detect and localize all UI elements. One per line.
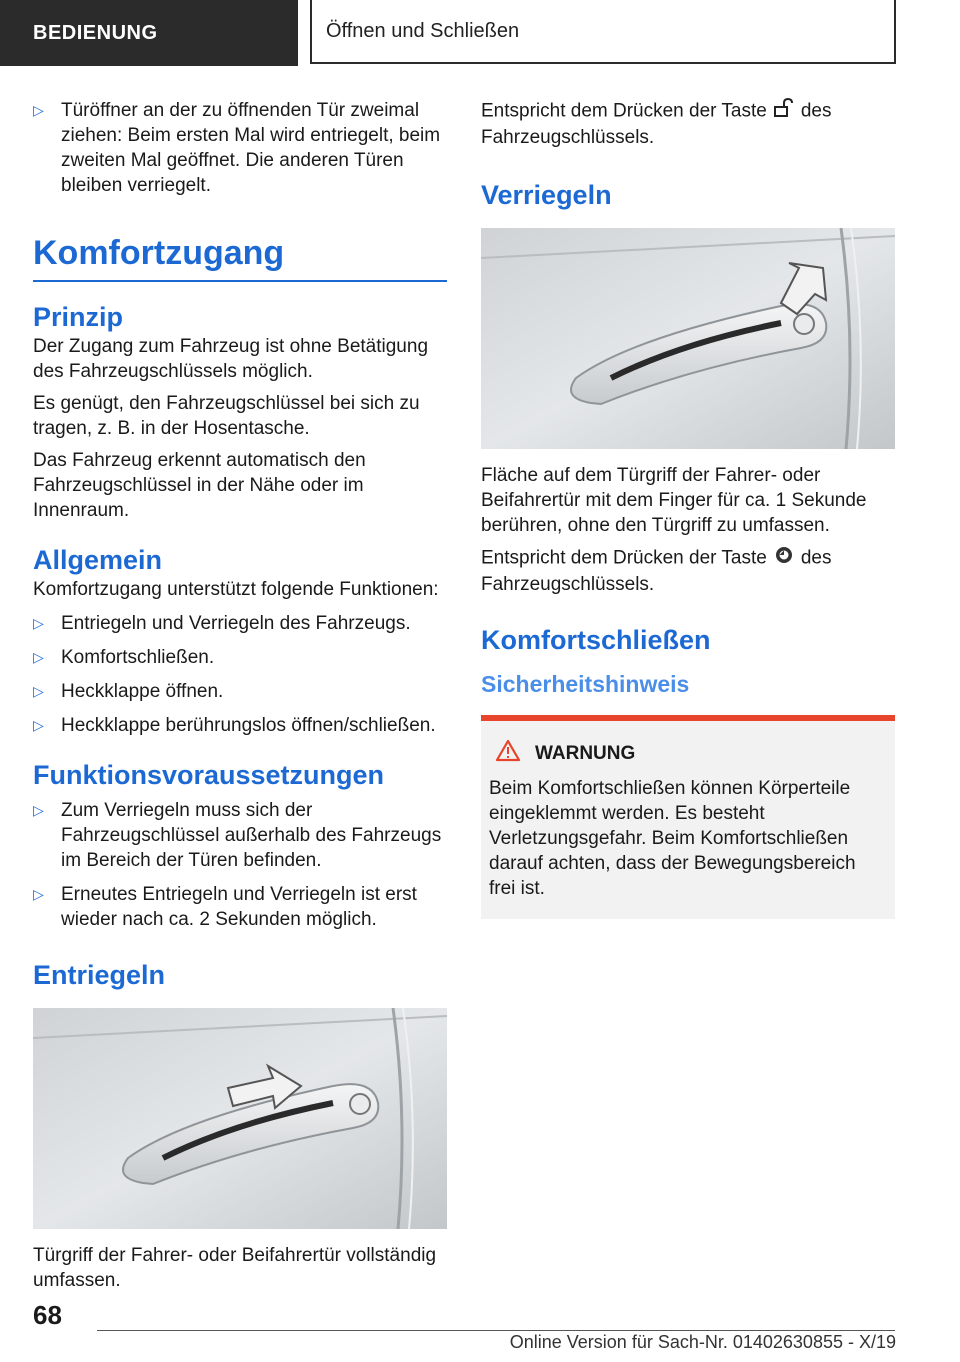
paragraph: Komfortzugang unterstützt folgende Funktionen: [33,579,439,600]
subheading-funktion: Funktionsvoraussetzungen [33,760,385,790]
bullet-triangle-icon: ▷ [33,802,44,818]
paragraph: Entspricht dem Drücken der Taste des Fahrzeugschlüssels. [481,98,895,150]
door-handle-image-lock [481,228,895,449]
list-item: ▷ Heckklappe öffnen. [33,681,224,702]
paragraph: Fläche auf dem Türgriff der Fahrer- oder Beifahrertür mit dem Finger für ca. 1 Sekunde berühren, ohne den Türgriff zu umfassen. [481,465,867,536]
list-item: ▷ Zum Verriegeln muss sich der Fahrzeugschlüssel außerhalb des Fahrzeugs im Bereich der Türen befinden. [33,800,442,871]
list-item: ▷ Erneutes Entriegeln und Verriegeln ist erst wieder nach ca. 2 Sekunden möglich. [33,884,417,930]
chapter-title: Öffnen und Schließen [310,0,896,64]
subheading-komfortschliessen: Komfortschließen [481,625,711,655]
warning-header: WARNUNG [489,739,887,768]
subheading-prinzip: Prinzip [33,302,124,332]
door-handle-image-unlock [33,1008,447,1229]
paragraph: Das Fahrzeug erkennt automatisch den Fahrzeugschlüssel in der Nähe oder im Innenraum. [33,450,366,521]
lock-key-icon [773,545,795,572]
unlock-key-icon [773,98,795,125]
footer-text: Online Version für Sach-Nr. 01402630855 - X/19 [509,1332,896,1352]
subheading-entriegeln: Entriegeln [33,960,166,990]
warning-text: Beim Komfortschließen können Körperteile eingeklemmt werden. Es besteht Verletzungsgefahr. Beim Komfortschließen darauf achten, dass der Bewegungsbereich frei ist. [489,778,856,899]
subheading-sicherheitshinweis: Sicherheitshinweis [481,671,690,697]
paragraph: Es genügt, den Fahrzeugschlüssel bei sich zu tragen, z. B. in der Hosentasche. [33,393,420,439]
bullet-triangle-icon: ▷ [33,886,44,902]
list-item: ▷ Türöffner an der zu öffnenden Tür zweimal ziehen: Beim ersten Mal wird entriegelt, beim zweiten Mal geöffnet. Die anderen Türen bleiben verriegelt. [33,100,441,196]
footer-divider [97,1330,895,1331]
subheading-verriegeln: Verriegeln [481,180,612,210]
page-header [0,0,960,66]
bullet-triangle-icon: ▷ [33,102,44,118]
bullet-triangle-icon: ▷ [33,649,44,665]
left-column [33,98,447,1293]
bullet-triangle-icon: ▷ [33,615,44,631]
bullet-triangle-icon: ▷ [33,717,44,733]
list-item: ▷ Entriegeln und Verriegeln des Fahrzeugs. [33,613,411,634]
page-number: 68 [33,1300,62,1330]
list-item: ▷ Komfortschließen. [33,647,215,668]
right-column [481,98,895,919]
paragraph: Der Zugang zum Fahrzeug ist ohne Betätigung des Fahrzeugschlüssels möglich. [33,336,429,382]
list-item: ▷ Heckklappe berührungslos öffnen/schließen. [33,715,436,736]
section-label: BEDIENUNG [0,0,298,66]
warning-box [481,715,895,919]
paragraph: Entspricht dem Drücken der Taste des Fahrzeugschlüssels. [481,545,895,597]
section-heading: Komfortzugang [33,232,447,282]
image-caption: Türgriff der Fahrer- oder Beifahrertür vollständig umfassen. [33,1245,437,1291]
bullet-triangle-icon: ▷ [33,683,44,699]
subheading-allgemein: Allgemein [33,545,163,575]
warning-icon [495,739,535,768]
